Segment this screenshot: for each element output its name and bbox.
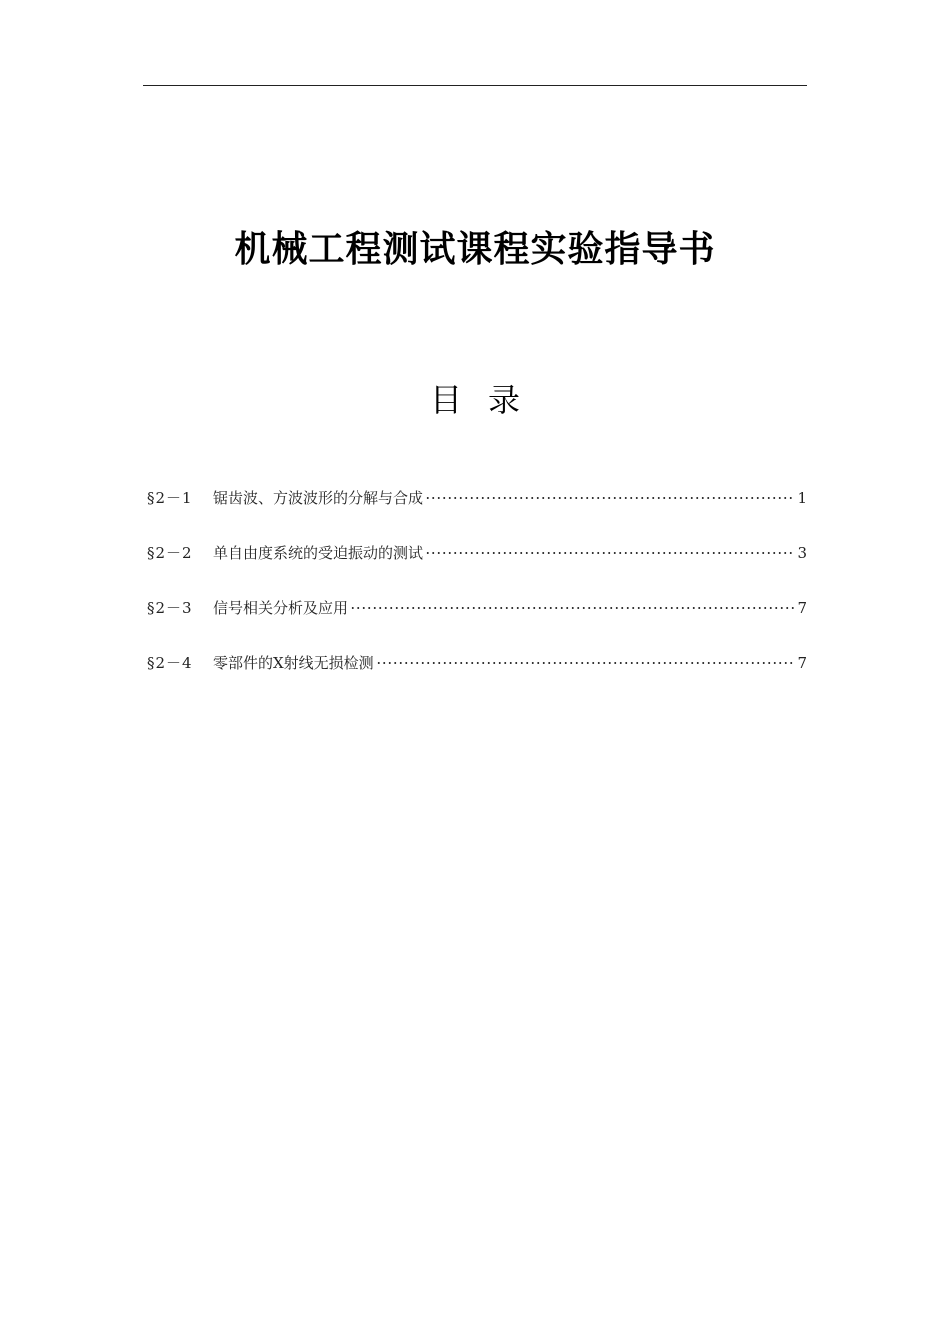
toc-entry-page: 7 (797, 654, 807, 672)
toc-dot-leader (425, 497, 795, 499)
toc-entry-title: 信号相关分析及应用 (213, 599, 349, 617)
toc-entry-number: §2－4 (147, 654, 193, 672)
toc-entry-number: §2－1 (147, 489, 193, 507)
toc-entry-title: 锯齿波、方波波形的分解与合成 (213, 489, 424, 507)
toc-entry-page: 3 (797, 544, 807, 562)
toc-entry[interactable] (147, 485, 807, 511)
toc-entry-page: 7 (797, 599, 807, 617)
toc-entry-number: §2－3 (147, 599, 193, 617)
toc-entry[interactable] (147, 650, 807, 676)
document-title: 机械工程测试课程实验指导书 (234, 229, 716, 270)
table-of-contents (147, 485, 807, 705)
toc-entry-page: 1 (797, 489, 807, 507)
header-rule (143, 85, 807, 86)
toc-dot-leader (376, 662, 796, 664)
toc-entry-title: 单自由度系统的受迫振动的测试 (213, 544, 424, 562)
toc-dot-leader (425, 552, 795, 554)
toc-heading: 目录 (429, 381, 546, 419)
toc-entry-title: 零部件的X射线无损检测 (213, 654, 374, 672)
toc-entry[interactable] (147, 595, 807, 621)
toc-entry[interactable] (147, 540, 807, 566)
toc-dot-leader (350, 607, 795, 609)
toc-entry-number: §2－2 (147, 544, 193, 562)
